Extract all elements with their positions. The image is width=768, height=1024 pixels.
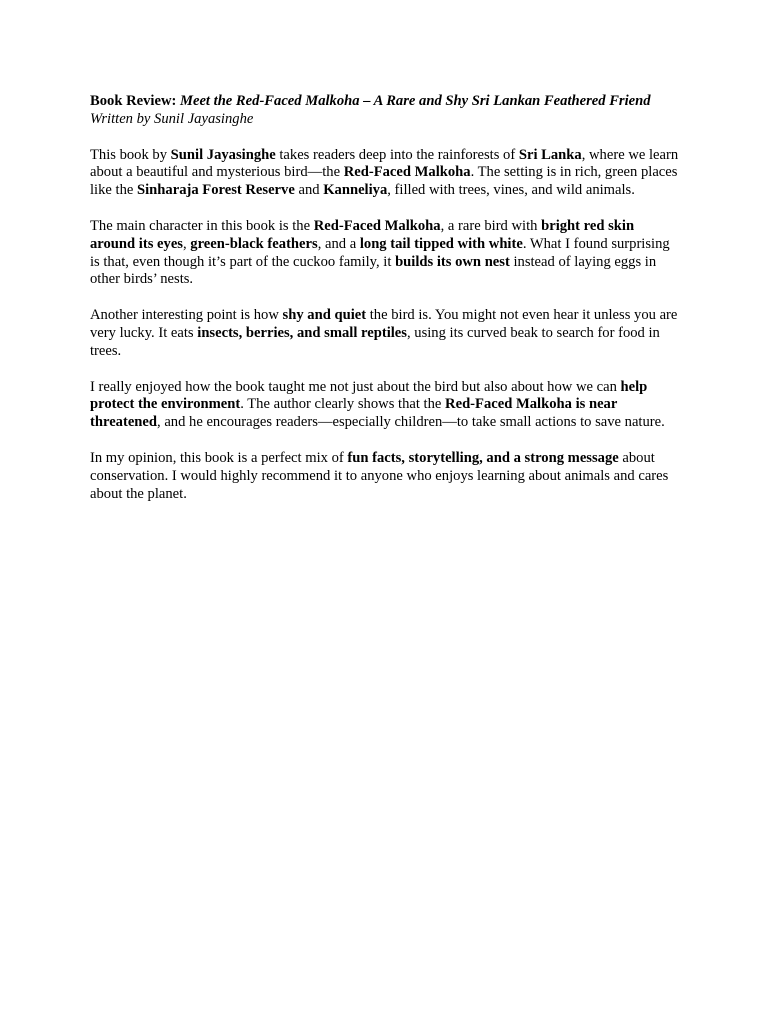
text-run: , a rare bird with xyxy=(440,217,542,234)
bold-text: Kanneliya xyxy=(323,182,388,199)
bold-text: Red-Faced Malkoha is near threatened xyxy=(90,396,618,431)
text-run: This book by xyxy=(90,146,171,163)
byline: Written by Sunil Jayasinghe xyxy=(90,110,254,127)
document-title xyxy=(90,93,682,111)
bold-text: green-black feathers xyxy=(190,235,318,252)
title-lead: Book Review: xyxy=(90,93,180,109)
text-run: . The setting is in rich, green places like the xyxy=(90,164,678,199)
text-run: . What I found surprising is that, even though it’s part of the cuckoo family, it xyxy=(90,235,670,270)
text-run: instead of laying eggs in other birds’ nests. xyxy=(90,253,657,288)
bold-text: builds its own nest xyxy=(395,253,510,270)
text-run: takes readers deep into the rainforests of xyxy=(275,146,519,163)
paragraph xyxy=(90,218,682,289)
text-run: , filled with trees, vines, and wild animals. xyxy=(387,182,635,199)
text-run: and xyxy=(294,182,324,199)
text-run: , using its curved beak to search for food in trees. xyxy=(90,324,660,359)
paragraph xyxy=(90,379,682,432)
paragraph xyxy=(90,450,682,503)
bold-text: Red-Faced Malkoha xyxy=(343,164,471,181)
text-run: , and he encourages readers—especially children—to take small actions to save nature. xyxy=(157,414,665,431)
paragraph xyxy=(90,147,682,200)
paragraph xyxy=(90,307,682,360)
document-page xyxy=(90,93,682,521)
text-run: , xyxy=(182,235,191,252)
bold-text: Red-Faced Malkoha xyxy=(313,217,441,234)
text-run: In my opinion, this book is a perfect mix of xyxy=(90,449,348,466)
text-run: the bird is. You might not even hear it unless you are very lucky. It eats xyxy=(90,307,678,341)
bold-text: help protect the environment xyxy=(90,378,648,413)
text-run: , where we learn about a beautiful and mysterious bird—the xyxy=(90,146,679,181)
bold-text: bright red skin around its eyes xyxy=(90,217,635,252)
text-run: , and a xyxy=(317,235,360,252)
review-body xyxy=(90,147,682,504)
bold-text: long tail tipped with white xyxy=(359,235,523,252)
title-block xyxy=(90,93,682,129)
bold-text: shy and quiet xyxy=(282,307,367,324)
bold-text: insects, berries, and small reptiles xyxy=(197,324,407,341)
text-run: about conservation. I would highly recommend it to anyone who enjoys learning about animals and cares about the planet. xyxy=(90,449,669,502)
bold-text: Sunil Jayasinghe xyxy=(170,146,276,163)
bold-text: Sri Lanka xyxy=(518,146,582,163)
bold-text: fun facts, storytelling, and a strong message xyxy=(347,449,619,466)
text-run: The main character in this book is the xyxy=(90,217,314,234)
bold-text: Sinharaja Forest Reserve xyxy=(137,182,295,199)
text-run: I really enjoyed how the book taught me not just about the bird but also about how we can xyxy=(90,378,621,395)
book-title: Meet the Red-Faced Malkoha – A Rare and Shy Sri Lankan Feathered Friend xyxy=(180,93,651,109)
text-run: . The author clearly shows that the xyxy=(240,396,446,413)
text-run: Another interesting point is how xyxy=(90,307,283,324)
